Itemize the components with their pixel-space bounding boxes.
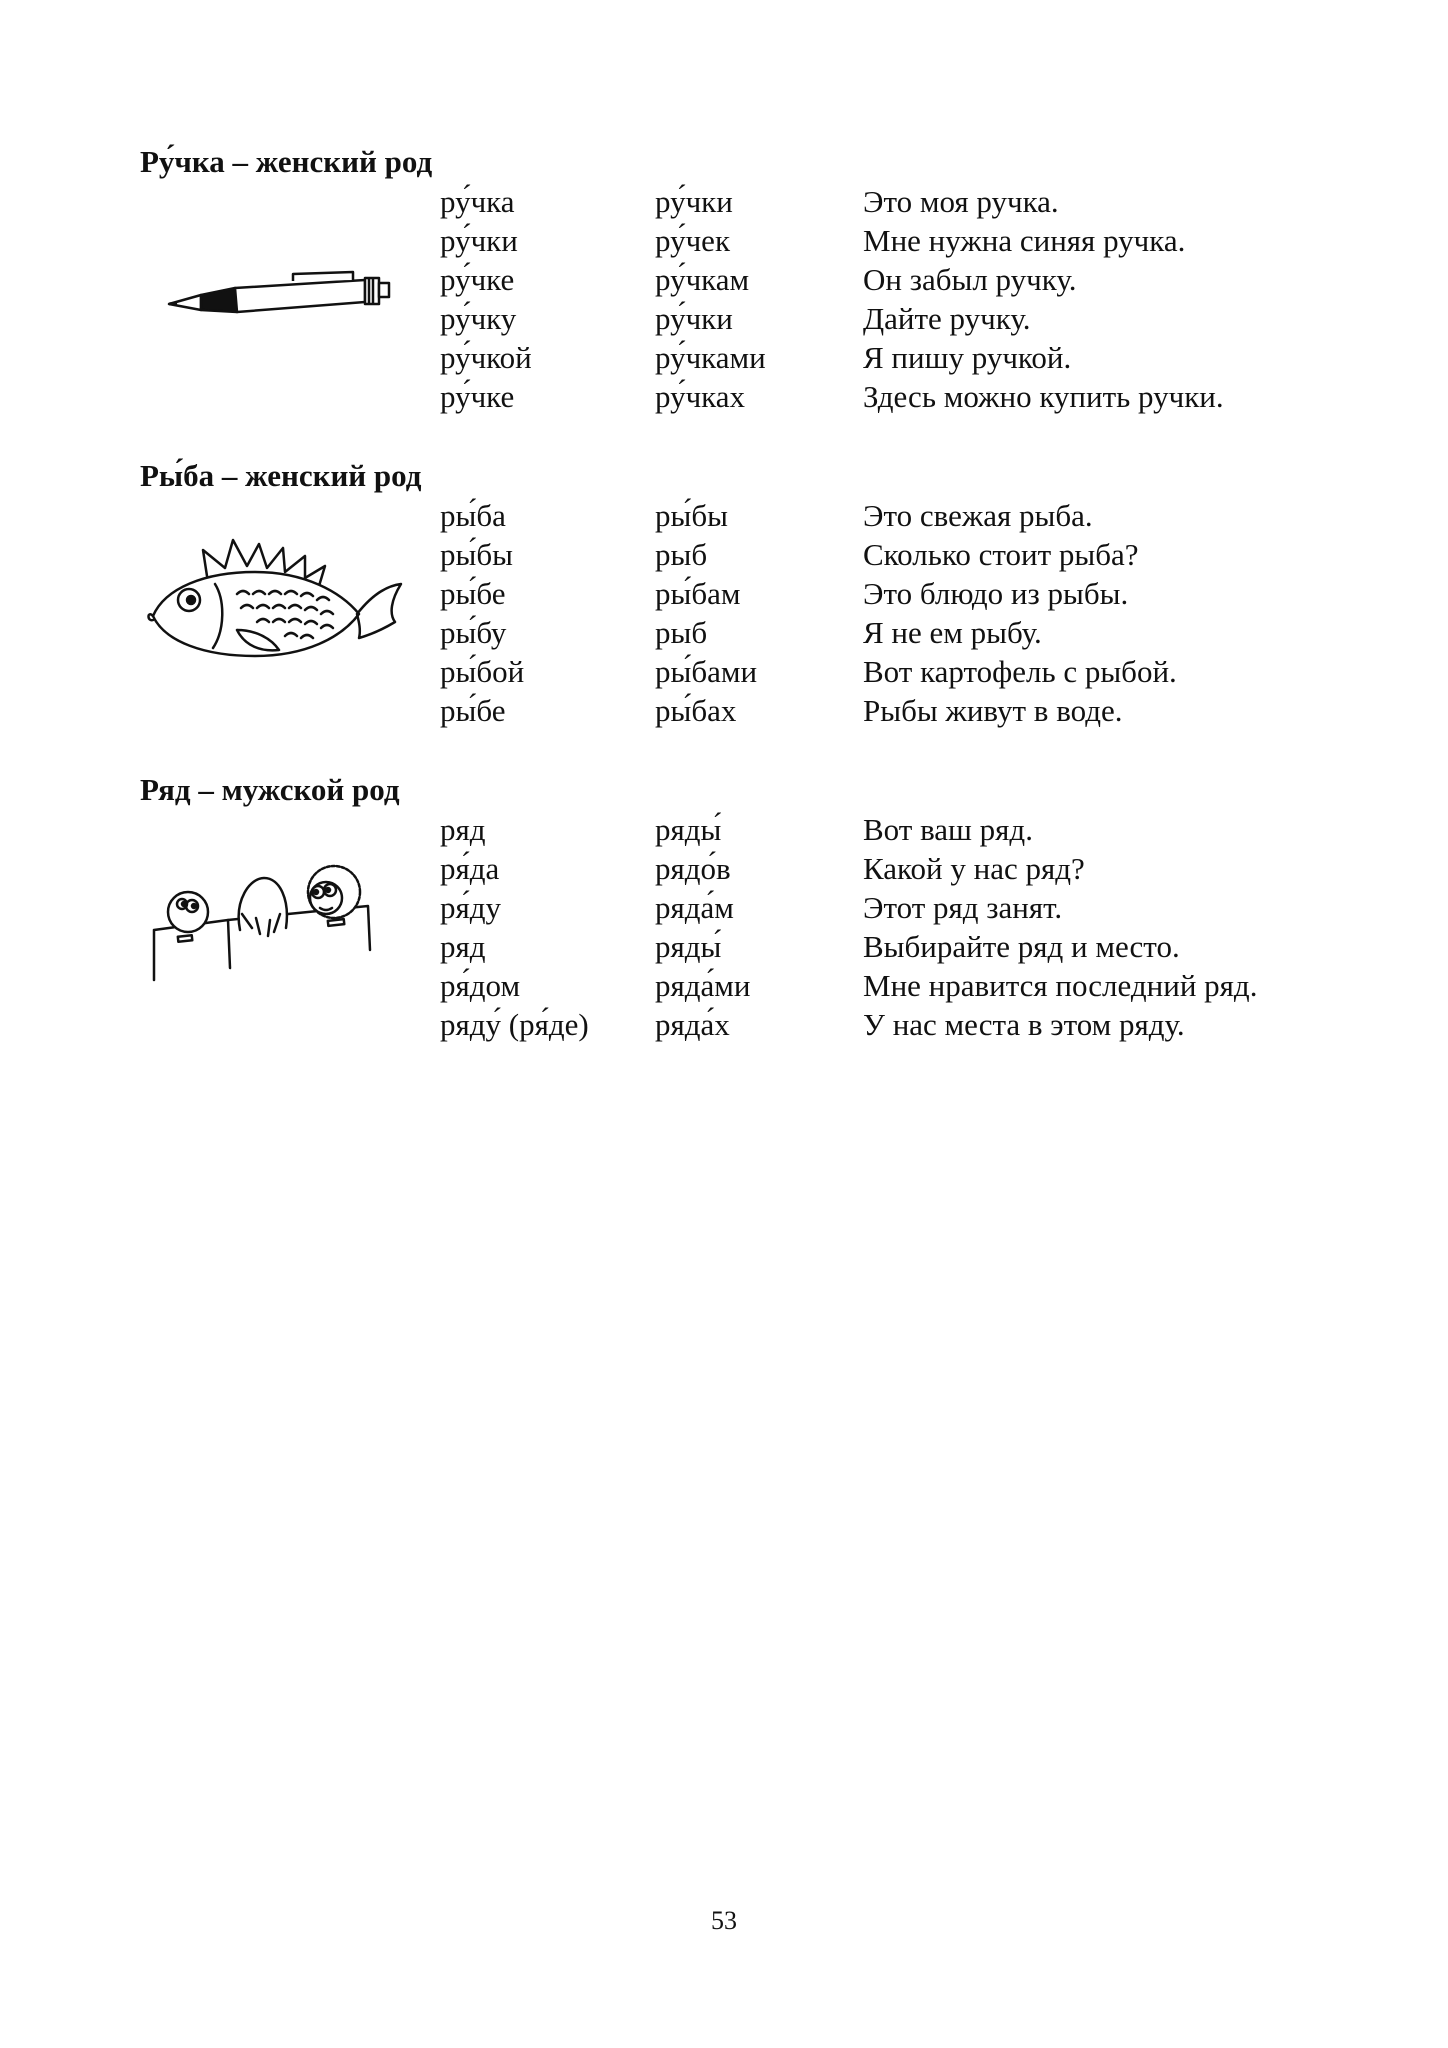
section-heading: Ряд – мужской род (140, 772, 400, 807)
plural-form: ры́бам (655, 576, 741, 611)
declension-row (0, 377, 1448, 416)
singular-form: ры́бе (440, 576, 506, 611)
singular-form: ря́да (440, 851, 500, 886)
plural-form: ры́бах (655, 693, 737, 728)
example-sentence: Здесь можно купить ручки. (863, 379, 1224, 414)
declension-row (0, 299, 1448, 338)
example-sentence: Мне нравится последний ряд. (863, 968, 1258, 1003)
singular-form: ряду́ (ря́де) (440, 1007, 589, 1042)
example-sentence: Я пишу ручкой. (863, 340, 1072, 375)
declension-row (0, 1005, 1448, 1044)
page-number: 53 (711, 1906, 737, 1935)
plural-form: рыб (655, 615, 708, 650)
example-sentence: Это свежая рыба. (863, 498, 1093, 533)
singular-form: ряд (440, 812, 486, 847)
plural-form: ры́бы (655, 498, 728, 533)
singular-form: ру́чке (440, 379, 515, 414)
example-sentence: Мне нужна синяя ручка. (863, 223, 1186, 258)
plural-form: ру́чках (655, 379, 746, 414)
example-sentence: Этот ряд занят. (863, 890, 1063, 925)
plural-form: ры́бами (655, 654, 758, 689)
declension-row (0, 535, 1448, 574)
singular-form: ру́чкой (440, 340, 532, 375)
declension-row (0, 260, 1448, 299)
plural-form: ряда́м (655, 890, 734, 925)
singular-form: ру́чке (440, 262, 515, 297)
plural-form: ру́чками (655, 340, 766, 375)
declension-row (0, 691, 1448, 730)
declension-row (0, 966, 1448, 1005)
declension-row (0, 652, 1448, 691)
declension-row (0, 849, 1448, 888)
example-sentence: Он забыл ручку. (863, 262, 1077, 297)
singular-form: ры́бой (440, 654, 525, 689)
example-sentence: Вот ваш ряд. (863, 812, 1033, 847)
example-sentence: Сколько стоит рыба? (863, 537, 1139, 572)
plural-form: ру́чки (655, 301, 733, 336)
declension-row (0, 613, 1448, 652)
plural-form: рядо́в (655, 851, 731, 886)
plural-form: ряды́ (655, 812, 722, 847)
plural-form: ру́чки (655, 184, 733, 219)
singular-form: ряд (440, 929, 486, 964)
example-sentence: Рыбы живут в воде. (863, 693, 1123, 728)
declension-row (0, 496, 1448, 535)
declension-row (0, 927, 1448, 966)
declension-row (0, 574, 1448, 613)
example-sentence: Я не ем рыбу. (863, 615, 1042, 650)
singular-form: ры́бе (440, 693, 506, 728)
section-heading: Ры́ба – женский род (140, 458, 422, 493)
example-sentence: Это моя ручка. (863, 184, 1059, 219)
example-sentence: У нас места в этом ряду. (863, 1007, 1185, 1042)
singular-form: ря́ду (440, 890, 502, 925)
plural-form: ряда́ми (655, 968, 751, 1003)
section-heading: Ру́чка – женский род (140, 144, 433, 179)
plural-form: ряда́х (655, 1007, 730, 1042)
singular-form: ру́чка (440, 184, 515, 219)
declension-row (0, 810, 1448, 849)
singular-form: ру́чку (440, 301, 517, 336)
plural-form: ру́чек (655, 223, 731, 258)
plural-form: ру́чкам (655, 262, 750, 297)
example-sentence: Выбирайте ряд и место. (863, 929, 1180, 964)
example-sentence: Дайте ручку. (863, 301, 1031, 336)
declension-row (0, 888, 1448, 927)
example-sentence: Это блюдо из рыбы. (863, 576, 1129, 611)
singular-form: ры́бы (440, 537, 513, 572)
example-sentence: Какой у нас ряд? (863, 851, 1085, 886)
plural-form: рыб (655, 537, 708, 572)
declension-row (0, 221, 1448, 260)
singular-form: ря́дом (440, 968, 521, 1003)
declension-row (0, 182, 1448, 221)
plural-form: ряды́ (655, 929, 722, 964)
declension-row (0, 338, 1448, 377)
singular-form: ру́чки (440, 223, 518, 258)
example-sentence: Вот картофель с рыбой. (863, 654, 1177, 689)
singular-form: ры́ба (440, 498, 506, 533)
singular-form: ры́бу (440, 615, 507, 650)
